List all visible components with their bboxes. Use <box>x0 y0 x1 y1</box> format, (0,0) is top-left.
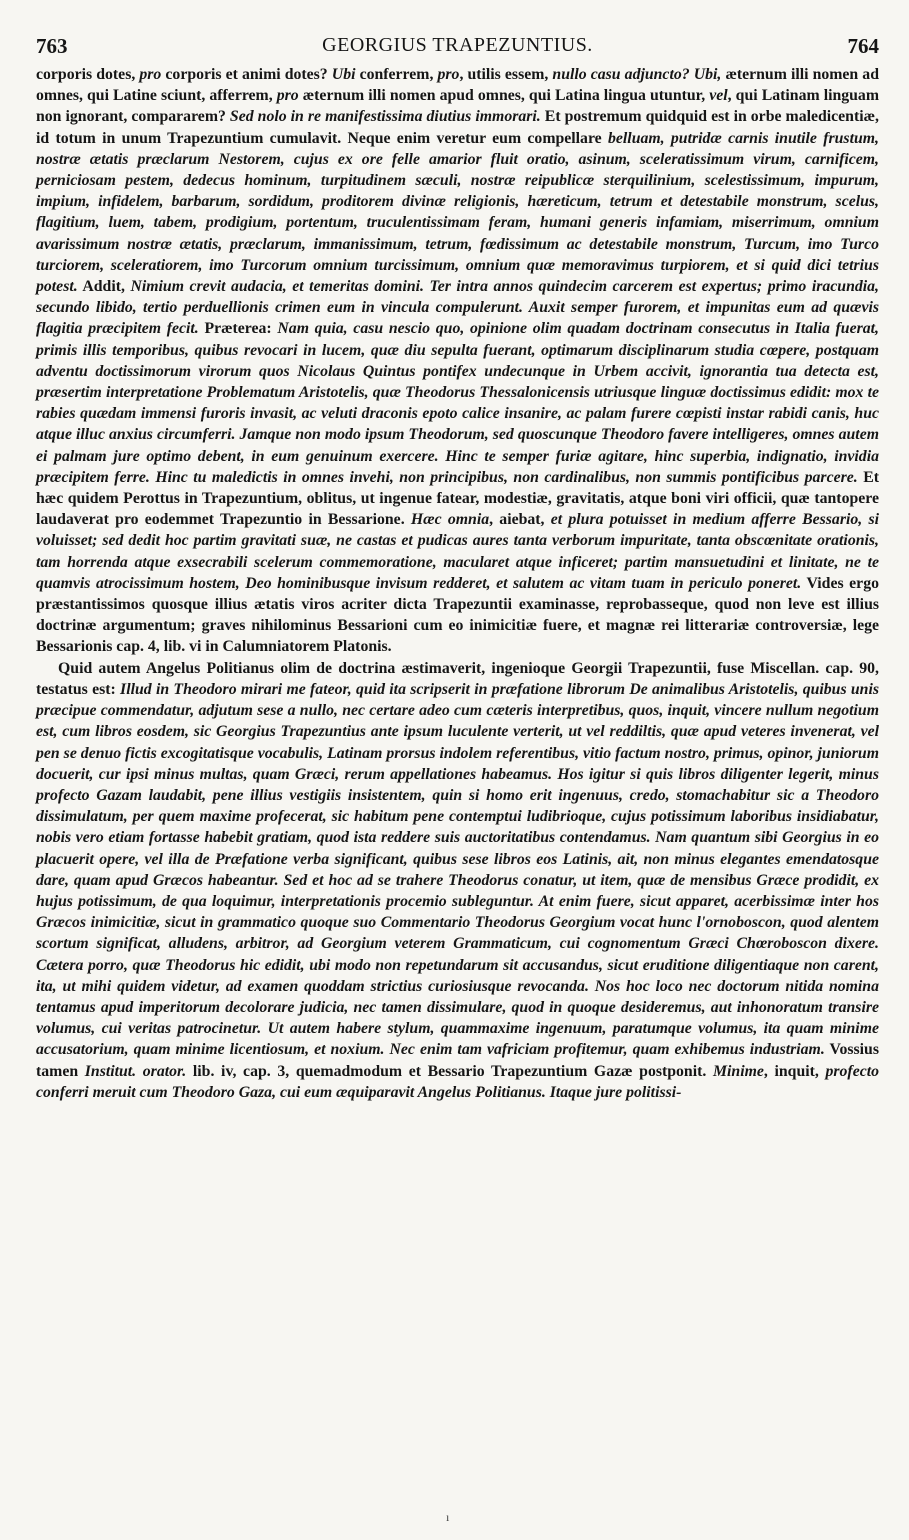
italic-text-run: pro <box>139 66 162 83</box>
italic-text-run: belluam, putridæ carnis inutile frustum, nostræ ætatis præclarum Nestorem, cujus ex ore felle amarior fluit oratio, asinum, sceleratissimum virum, carnificem, perniciosam pestem, dedecus hominum, turpitudinem sæculi, nostræ reipublicæ sterquilinium, scelestissimum, impurum, impium, infidelem, barbarum, sordidum, proditorem divinæ religionis, hæreticum, tetrum et detestabile monstrum, scelus, flagitium, luem, tabem, prodigium, portentum, truculentissimam feram, humani generis infamiam, miserrimum, omnium avarissimum nostræ ætatis, præclarum, immanissimum, tetrum, fœdissimum ac detestabile monstrum, Turcum, imo Turco turciorem, sceleratiorem, imo Turcorum omnium turcissimum, omnium quæ memoravimus turpiorem, et si quid dici tetrius potest. <box>36 129 879 296</box>
italic-text-run: Nam quia, casu nescio quo, opinione olim quadam doctrinam consecutus in Italia fuerat, primis illis temporibus, quibus revocari in lucem, quæ diu sepulta fuerant, optimarum disciplinarum studia cœpere, postquam adventu doctissimorum virorum quos Nicolaus Quintus pontifex undecunque in Urbem accivit, ignorantia tua detecta est, præsertim interpretatione Problematum Aristotelis, quæ Theodorus Thessalonicensis utriusque linguæ doctissimus edidit: mox te rabies quædam immensi furoris invasit, ac veluti draconis epoto calice insanire, ac palam furere cœpisti instar rabidi canis, huc atque illuc anxius circumferri. Jamque non modo ipsum Theodorum, sed quoscunque Theodoro favere intelligeres, omnes autem ei palmam jure optimo debent, in eum genuinum exercere. Hinc te semper furiæ agitare, hinc superbia, indignatio, invidia præcipitem ferre. Hinc tu maledictis in omnes invehi, non principibus, non cardinalibus, non summis pontificibus parcere. <box>36 320 879 486</box>
italic-text-run: nullo casu adjuncto? Ubi, <box>552 66 722 83</box>
italic-text-run: Institut. orator. <box>84 1062 187 1080</box>
italic-text-run: Hæc omnia <box>410 511 490 529</box>
italic-text-run: Sed nolo in re manifestissima diutius immorari. <box>229 108 541 126</box>
italic-text-run: Nimium crevit audacia, et temeritas domini. Ter intra annos quindecim carcerem est expertus; primo iracundia, secundo libido, tertio perduellionis crimen eum in vincula compulerunt. Auxit semper furorem, et impunitas eum ad quævis flagitia præcipitem fecit. <box>36 278 880 338</box>
italic-text-run: et plura potuisset in medium afferre Bessario, si voluisset; sed dedit hoc partim gravitati suæ, ne castas et pudicas aures tanta verborum impuritate, tanta obscœnitate orationis, tam horrenda atque exsecrabili scelerum commemoratione, macularet atque inficeret; partim mansuetudini et linitate, ne te quamvis atrocissimum hostem, Deo hominibusque invisum redderet, et salutem ac vitam tuam in periculo poneret. <box>36 511 879 592</box>
roman-text-run: , aiebat, <box>489 511 551 529</box>
roman-text-run: Præterea: <box>198 320 278 338</box>
roman-text-run: conferrem, <box>355 66 438 83</box>
italic-text-run: Minime <box>712 1062 764 1080</box>
roman-text-run: æternum illi nomen ad omnes, qui Latine sciunt, afferrem, <box>36 66 879 105</box>
roman-text-run: Addit, <box>77 278 131 296</box>
roman-text-run: æternum illi nomen apud omnes, qui Latina lingua utuntur, <box>298 87 710 105</box>
roman-text-run: Quid autem Angelus Politianus olim de doctrina æstimaverit, ingenioque Georgii Trapezuntii, fuse Miscellan. cap. 90, testatus est: <box>36 659 879 698</box>
italic-text-run: Ubi <box>331 66 356 83</box>
roman-text-run: corporis dotes, <box>36 66 140 83</box>
italic-text-run: pro <box>276 87 299 105</box>
roman-text-run: Vossius tamen <box>36 1041 879 1080</box>
roman-text-run: Vides ergo præstantissimos quosque illius ætatis viros acriter dicta Trapezuntii examinasse, reprobasseque, quod non leve est illius doctrinæ argumentum; graves nihilominus Bessarioni cum eo inimicitiæ fuere, et magnæ rei litterariæ controversiæ, lege Bessarionis cap. 4, lib. vi in Calumniatorem Platonis. <box>36 574 879 656</box>
roman-text-run: , qui Latinam linguam non ignorant, compararem? <box>36 87 879 126</box>
roman-text-run: corporis et animi dotes? <box>161 66 332 83</box>
roman-text-run: , inquit, <box>763 1062 826 1080</box>
footer-mark: ı <box>446 1510 450 1524</box>
italic-text-run: profecto conferri meruit cum Theodoro Gaza, cui eum æquiparavit Angelus Politianus. Itaque jure politissi- <box>36 1062 879 1101</box>
italic-text-run: vel <box>709 87 728 105</box>
roman-text-run: Et hæc quidem Perottus in Trapezuntium, oblitus, ut ingenue fatear, modestiæ, gravitatis, atque boni viri officii, quæ tantopere laudaverat pro eodemmet Trapezuntio in Bessarione. <box>36 468 879 529</box>
body-text <box>36 64 879 1103</box>
page-header <box>36 30 879 64</box>
roman-text-run: Et postremum quidquid est in orbe maledicentiæ, id totum in unum Trapezuntium cumulavit. Neque enim veretur eum compellare <box>36 108 879 147</box>
roman-text-run: lib. iv, cap. 3, quemadmodum et Bessario Trapezuntium Gazæ postponit. <box>186 1062 713 1080</box>
running-title: GEORGIUS TRAPEZUNTIUS. <box>322 34 593 56</box>
italic-text-run: pro <box>437 66 460 83</box>
italic-text-run: Illud in Theodoro mirari me fateor, quid ita scripserit in præfatione librorum De animalibus Aristotelis, quibus unis præcipue commendatur, adjutum sese a nullo, nec certare adeo cum cæteris interpretibus, quos, inquit, vincere nullum negotium est, cum libros eosdem, sic Georgius Trapezuntius ante ipsum luculente verterit, ut vel reddiltis, quæ apud veteres invenerat, vel pen se denuo fictis excogitatisque vocabulis, Latinam prorsus indolem referentibus, vitio factum nostro, primus, opinor, juniorum docuerit, cur ipsi minus multas, quam Græci, rerum appellationes habeamus. Hos igitur si quis libros diligenter legerit, minus profecto Gazam laudabit, pene illius vestigiis insistentem, quin si homo erit ingenuus, credo, stomachabitur sic a Theodoro dissimulatum, per quem maxime profecerat, sic habitum pene contemptui ludibrioque, cujus potissimum laboribus insidiabatur, nobis vero etiam fortasse habebit gratiam, quod ista reddere suis auctoritatibus contendamus. Nam quantum sibi Georgius in eo placuerit opere, vel illa de Præfatione verba significant, quibus sese libros eos Latinis, ait, non minus elegantes emendatosque dare, quam apud Græcos habeantur. Sed et hoc ad se trahere Theodorus conatur, ut item, quæ de mensibus Græce prodidit, ex hujus potissimum, de qua loquimur, interpretationis procemio subleguntur. At enim fuere, sicut apparet, acerbissimæ inter hos Græcos inimicitiæ, sicut in grammatico quoque suo Commentario Theodorus Georgium vocat hunc l'ornoboscon, quod alentem scortum significat, alludens, arbitror, ad Georgium veterem Grammaticum, cui cognomentum Græci Chœroboscon dixere. Cætera porro, quæ Theodorus hic edidit, ubi modo non repetundarum sit accusandus, sicut eruditione diligentiaque non carent, ita, ut mihi quidem videtur, ad examen quoddam strictius curiosiusque revocanda. Nos hoc loco nec doctorum nitida nomina tentamus apud imperitorum decolorare judicia, nec tamen dissimulare, quod in quoque desideremus, aut inhonoratum transire volumus, cui veritas patrocinetur. Ut autem habere stylum, quammaxime ingenuum, paratumque volumus, ita quam minime accusatorium, quam minime licentiosum, et noxium. Nec enim tam vafriciam profitemur, quam exhibemus industriam. <box>36 680 879 1059</box>
page-number-left: 763 <box>36 34 68 58</box>
paragraph <box>36 64 879 658</box>
paragraph <box>36 658 879 1103</box>
page-number-right: 764 <box>847 34 879 58</box>
roman-text-run: , utilis essem, <box>459 66 553 83</box>
